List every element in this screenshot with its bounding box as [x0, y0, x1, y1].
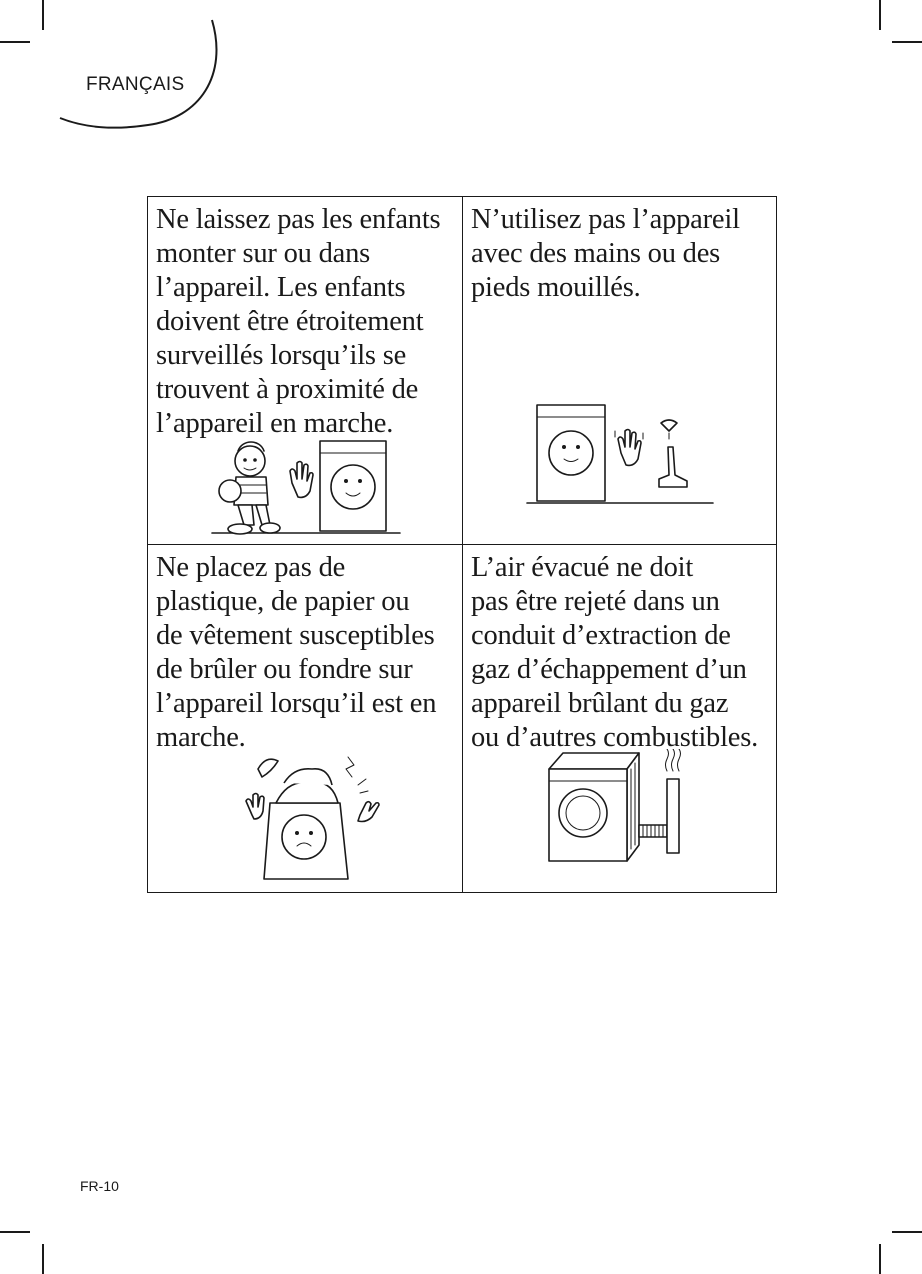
page-number: FR-10: [80, 1178, 119, 1194]
warning-text-wet-hands: N’utilisez pas l’appareil avec des mains ou des pieds mouillés.: [471, 204, 740, 303]
wet-hands-dryer-illustration: [523, 401, 723, 505]
warning-cell-exhaust: [463, 545, 776, 892]
warning-table: [147, 196, 777, 893]
dryer-exhaust-duct-illustration: [543, 749, 693, 869]
language-label: FRANÇAIS: [86, 74, 185, 95]
objects-on-dryer-illustration: [228, 745, 398, 885]
warning-cell-children: [148, 197, 463, 545]
language-tab-arc: [0, 0, 230, 140]
warning-text-exhaust: L’air évacué ne doit pas être rejeté dans un conduit d’extraction de gaz d’échappement d’un appareil brûlant du gaz ou d’autres combustibles.: [471, 552, 759, 753]
crop-mark-bottom-left-h: [0, 1231, 30, 1233]
warning-text-children: Ne laissez pas les enfants monter sur ou dans l’appareil. Les enfants doivent être étroitement surveillés lorsqu’ils se trouvent à proximité de l’appareil en marche.: [156, 204, 441, 439]
crop-mark-bottom-right-v: [879, 1244, 881, 1274]
crop-mark-top-right-v: [879, 0, 881, 30]
warning-text-no-objects: Ne placez pas de plastique, de papier ou de vêtement susceptibles de brûler ou fondre sur l’appareil lorsqu’il est en marche.: [156, 552, 437, 753]
warning-cell-no-objects: [148, 545, 463, 892]
crop-mark-bottom-left-v: [42, 1244, 44, 1274]
child-near-dryer-illustration: [208, 433, 408, 537]
warning-cell-wet-hands: [463, 197, 776, 545]
crop-mark-bottom-right-h: [892, 1231, 922, 1233]
crop-mark-top-right-h: [892, 41, 922, 43]
